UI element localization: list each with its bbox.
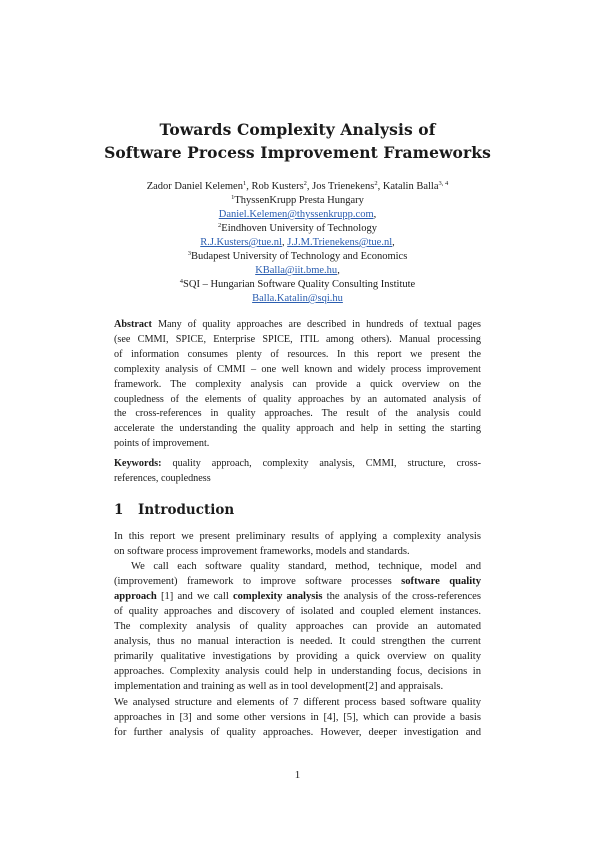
affiliation-4 [0, 278, 595, 292]
affiliation-superscript: 4 [179, 278, 184, 285]
keywords-line: references, coupledness [114, 472, 211, 484]
abstract-label: Abstract [114, 319, 152, 330]
body-line: approaches in [3] and some other versions in [4], [5], which can provide a basis [114, 711, 481, 723]
abstract-line: the cross-references in quality approaches. The result of the analysis could [114, 408, 481, 420]
affiliation-superscript: 3 [187, 250, 191, 257]
keywords-line: Keywords: quality approach, complexity analysis, CMMI, structure, cross- [114, 458, 481, 469]
body-line: of quality approaches and discovery of isolated and coupled element instances. [114, 606, 481, 618]
affiliation-name: Budapest University of Technology and Economics [190, 251, 408, 262]
body-line: We analysed structure and elements of 7 different process based software quality [114, 696, 481, 708]
abstract-line: framework. The complexity analysis can provide a quick overview on the [114, 378, 481, 390]
email-link[interactable]: Daniel.Kelemen@thyssenkrupp.com [218, 209, 374, 220]
email-suffix: , [373, 209, 377, 220]
body-line: The complexity analysis of quality approaches can provide an automated [114, 621, 481, 633]
keywords [114, 457, 481, 487]
body-line: primarily qualitative investigations by providing a quick overview on quality [114, 651, 481, 663]
email-line-3 [0, 264, 595, 278]
section-heading [114, 502, 234, 518]
author-name: Zador Daniel Kelemen [146, 181, 243, 192]
abstract-line: accelerate the understanding the quality approach and help in setting the starting [114, 423, 481, 435]
body-line: for further analysis of quality approaches. However, deeper investigation and [114, 726, 481, 738]
body-line: approaches. Complexity analysis could help in understanding focus, decisions in [114, 666, 481, 678]
paper-title-line-2: Software Process Improvement Frameworks [104, 143, 491, 162]
email-link[interactable]: J.J.M.Trienekens@tue.nl [287, 237, 393, 248]
email-line-1 [0, 208, 595, 222]
body-line: implementation and training as well as in tool development[2] and appraisals. [114, 681, 444, 693]
author-name: Rob Kusters [251, 181, 304, 192]
body-line: analysis, thus no manual interaction is needed. It could strengthen the current [114, 636, 481, 648]
author-name: Katalin Balla [382, 181, 439, 192]
term-approach: approach [114, 591, 157, 603]
term-software-quality: software quality [401, 576, 481, 588]
affiliation-2 [0, 222, 595, 236]
email-suffix: , [337, 265, 340, 276]
abstract [114, 318, 481, 452]
affiliation-1 [0, 194, 595, 208]
keywords-label: Keywords: [114, 458, 162, 469]
section-number: 1 [114, 502, 124, 518]
author-superscript: 2 [374, 180, 378, 187]
abstract-line: complexity analysis of CMMI – one well known and widely process improvement [114, 363, 481, 375]
email-link[interactable]: KBalla@iit.bme.hu [255, 265, 338, 276]
abstract-line: coupledness of the elements of quality approaches by an automated analysis of [114, 393, 481, 405]
author-superscript: 1 [242, 180, 247, 187]
affiliation-name: ThyssenKrupp Presta Hungary [234, 195, 364, 206]
author-superscript: 2 [303, 180, 307, 187]
author-superscript: 3, 4 [438, 180, 449, 187]
page-number: 1 [294, 769, 301, 781]
section-title: Introduction [138, 502, 235, 518]
affiliation-superscript: 2 [218, 222, 222, 229]
email-link[interactable]: R.J.Kusters@tue.nl [200, 237, 282, 248]
abstract-line: (see CMMI, SPICE, Enterprise SPICE, ITIL among others). Manual processing [114, 333, 481, 345]
affiliation-3 [0, 250, 595, 264]
body-line: We call each software quality standard, method, technique, model and [131, 561, 481, 573]
paper-title-line-1: Towards Complexity Analysis of [159, 120, 436, 139]
intro-body [114, 529, 481, 740]
affiliation-name: SQI – Hungarian Software Quality Consulting Institute [183, 279, 416, 290]
email-suffix: , [392, 237, 395, 248]
email-line-2 [0, 236, 595, 250]
email-separator: , [281, 237, 288, 248]
abstract-line: Abstract Many of quality approaches are described in hundreds of textual pages [114, 319, 481, 330]
author-name: Jos Trienekens [312, 181, 375, 192]
abstract-line: of information consumes plenty of resources. In this report we present the [114, 348, 481, 360]
affiliation-name: Eindhoven University of Technology [221, 223, 377, 234]
body-line: on software process improvement frameworks, models and standards. [114, 546, 410, 558]
abstract-line: points of improvement. [114, 438, 210, 450]
body-line: In this report we present preliminary results of applying a complexity analysis [114, 531, 481, 542]
body-line: (improvement) framework to improve software processes software quality [114, 576, 481, 588]
affiliation-superscript: 1 [231, 194, 235, 201]
author-list: Zador Daniel Kelemen$^1$, Rob Kusters$^2$, Jos Trienekens$^2$, Katalin Balla$^{3, 4}$ [146, 180, 449, 192]
email-link[interactable]: Balla.Katalin@sqi.hu [252, 293, 343, 304]
body-line: approach [1] and we call complexity analysis the analysis of the cross-references [114, 591, 481, 603]
email-line-4 [0, 292, 595, 306]
term-complexity-analysis: complexity analysis [232, 591, 323, 603]
